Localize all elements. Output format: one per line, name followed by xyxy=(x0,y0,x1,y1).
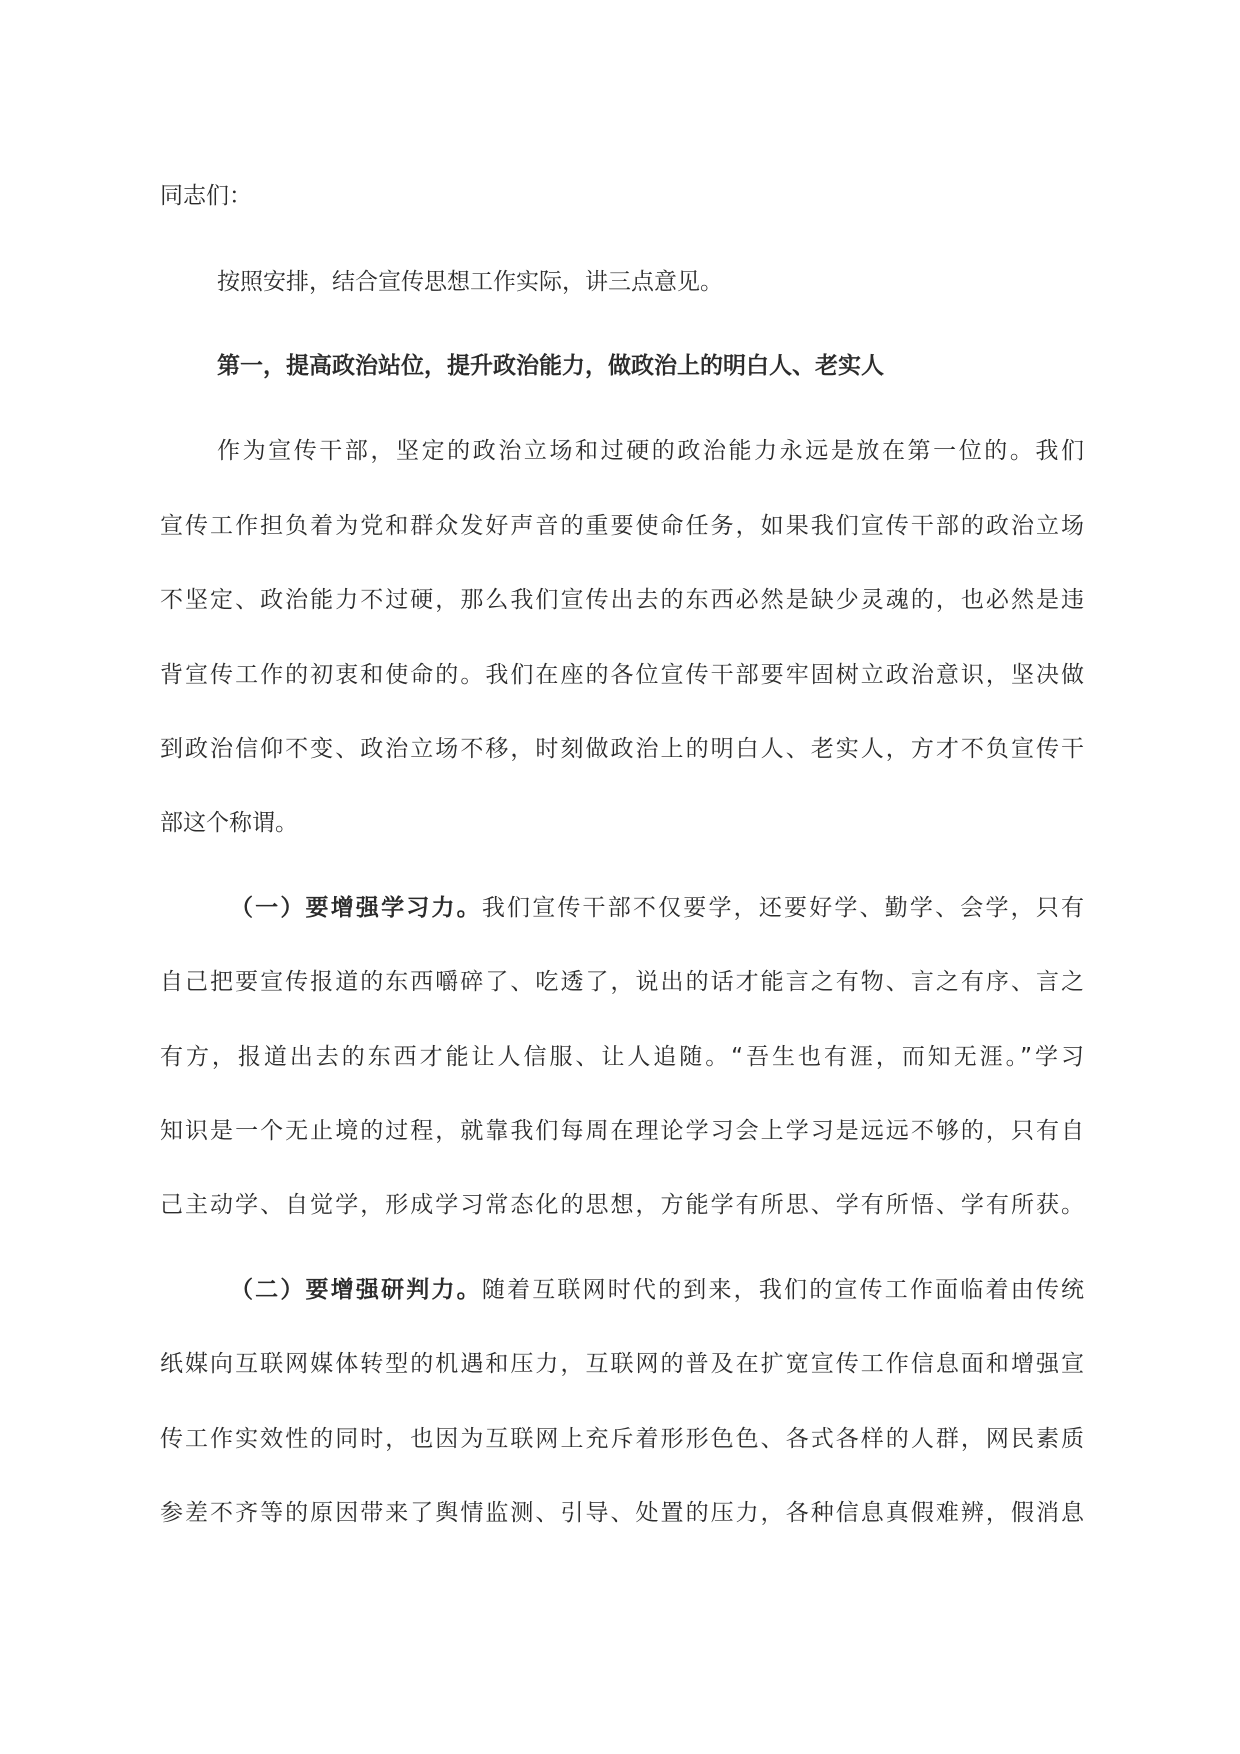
item-1-line: 己主动学、自觉学，形成学习常态化的思想，方能学有所思、学有所悟、学有所获。 xyxy=(160,1192,1084,1218)
section-1-heading: 第一，提高政治站位，提升政治能力，做政治上的明白人、老实人 xyxy=(217,353,884,379)
item-2-first-text: 随着互联网时代的到来，我们的宣传工作面临着由传统 xyxy=(481,1277,1085,1303)
item-2-first-line xyxy=(230,1275,1084,1305)
item-1-line: 自己把要宣传报道的东西嚼碎了、吃透了，说出的话才能言之有物、言之有序、言之 xyxy=(160,969,1084,995)
item-2-line: 传工作实效性的同时，也因为互联网上充斥着形形色色、各式各样的人群，网民素质 xyxy=(160,1426,1084,1452)
item-2-line: 参差不齐等的原因带来了舆情监测、引导、处置的压力，各种信息真假难辨，假消息 xyxy=(160,1500,1084,1526)
item-1-heading: （一）要增强学习力。 xyxy=(230,895,482,921)
section-1-line: 到政治信仰不变、政治立场不移，时刻做政治上的明白人、老实人，方才不负宣传干 xyxy=(160,736,1084,762)
section-1-line: 不坚定、政治能力不过硬，那么我们宣传出去的东西必然是缺少灵魂的，也必然是违 xyxy=(160,587,1084,613)
item-2-line: 纸媒向互联网媒体转型的机遇和压力，互联网的普及在扩宽宣传工作信息面和增强宣 xyxy=(160,1351,1084,1377)
section-1-line: 背宣传工作的初衷和使命的。我们在座的各位宣传干部要牢固树立政治意识，坚决做 xyxy=(160,662,1084,688)
item-1-line: 有方，报道出去的东西才能让人信服、让人追随。“吾生也有涯，而知无涯。”学习 xyxy=(160,1044,1084,1070)
item-1-first-text: 我们宣传干部不仅要学，还要好学、勤学、会学，只有 xyxy=(481,895,1085,921)
intro-paragraph: 按照安排，结合宣传思想工作实际，讲三点意见。 xyxy=(217,269,723,295)
section-1-line: 部这个称谓。 xyxy=(160,810,298,836)
item-1-first-line xyxy=(230,893,1084,923)
item-1-line: 知识是一个无止境的过程，就靠我们每周在理论学习会上学习是远远不够的，只有自 xyxy=(160,1118,1084,1144)
salutation: 同志们： xyxy=(160,183,252,209)
item-2-heading: （二）要增强研判力。 xyxy=(230,1277,482,1303)
section-1-line: 作为宣传干部，坚定的政治立场和过硬的政治能力永远是放在第一位的。我们 xyxy=(217,438,1084,464)
section-1-line: 宣传工作担负着为党和群众发好声音的重要使命任务，如果我们宣传干部的政治立场 xyxy=(160,513,1084,539)
